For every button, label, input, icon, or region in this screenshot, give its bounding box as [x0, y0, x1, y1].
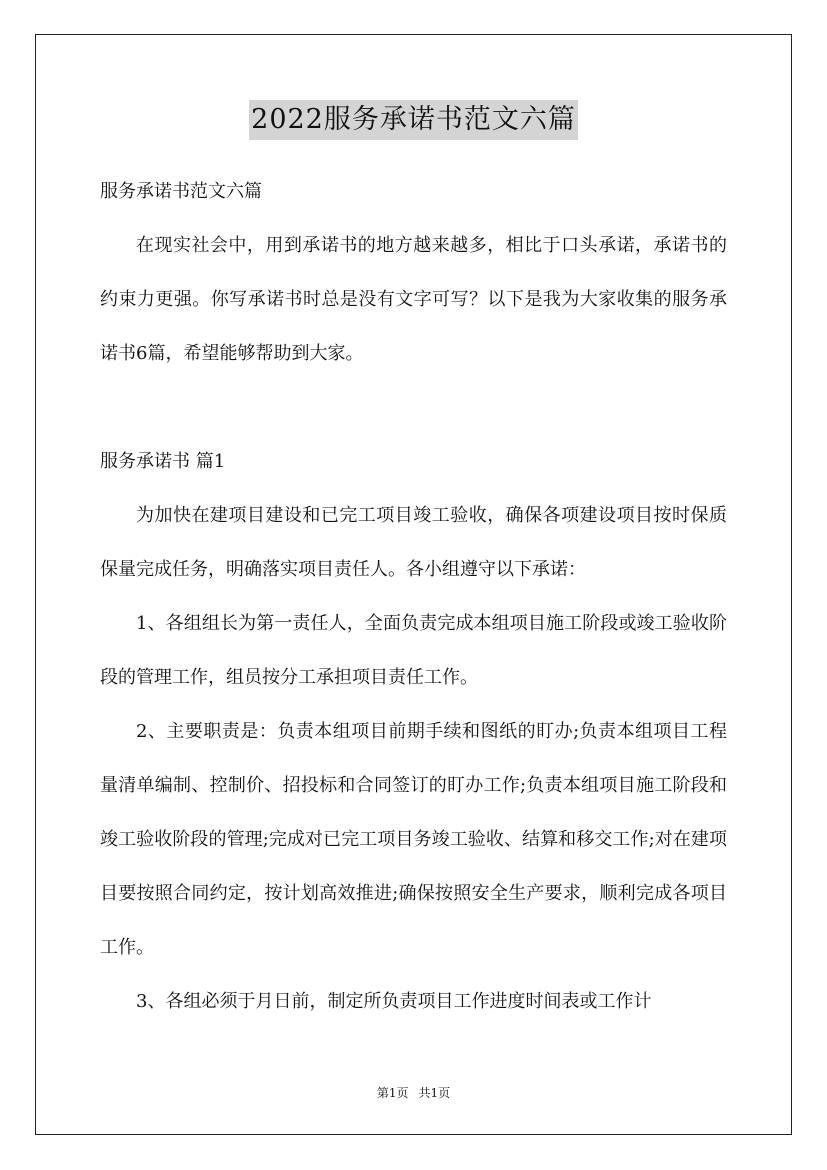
page-number: 第1页 — [376, 1086, 409, 1100]
document-title-text: 2022服务承诺书范文六篇 — [249, 100, 578, 140]
section-paragraph: 为加快在建项目建设和已完工项目竣工验收，确保各项建设项目按时保质保量完成任务，明确落实项目责任人。各小组遵守以下承诺： — [100, 505, 727, 580]
section-paragraph: 2、主要职责是：负责本组项目前期手续和图纸的盯办;负责本组项目工程量清单编制、控制价、招投标和合同签订的盯办工作;负责本组项目施工阶段和竣工验收阶段的管理;完成对已完工项目务竣工验收、结算和移交工作;对在建项目要按照合同约定，按计划高效推进;确保按照安全生产要求，顺利完成各项目工作。 — [100, 721, 727, 958]
page-footer — [0, 1083, 827, 1103]
section-heading: 服务承诺书 篇1 — [100, 451, 226, 472]
document-subtitle: 服务承诺书范文六篇 — [100, 181, 262, 202]
page-total: 共1页 — [418, 1086, 451, 1100]
document-body — [100, 165, 727, 1029]
paragraph-gap — [100, 381, 727, 435]
section-paragraph: 3、各组必须于月日前，制定所负责项目工作进度时间表或工作计 — [136, 991, 652, 1012]
intro-paragraph: 在现实社会中，用到承诺书的地方越来越多，相比于口头承诺，承诺书的约束力更强。你写承诺书时总是没有文字可写？以下是我为大家收集的服务承诺书6篇，希望能够帮助到大家。 — [100, 235, 727, 364]
document-title — [0, 100, 827, 140]
section-paragraph: 1、各组组长为第一责任人，全面负责完成本组项目施工阶段或竣工验收阶段的管理工作，组员按分工承担项目责任工作。 — [100, 613, 727, 688]
